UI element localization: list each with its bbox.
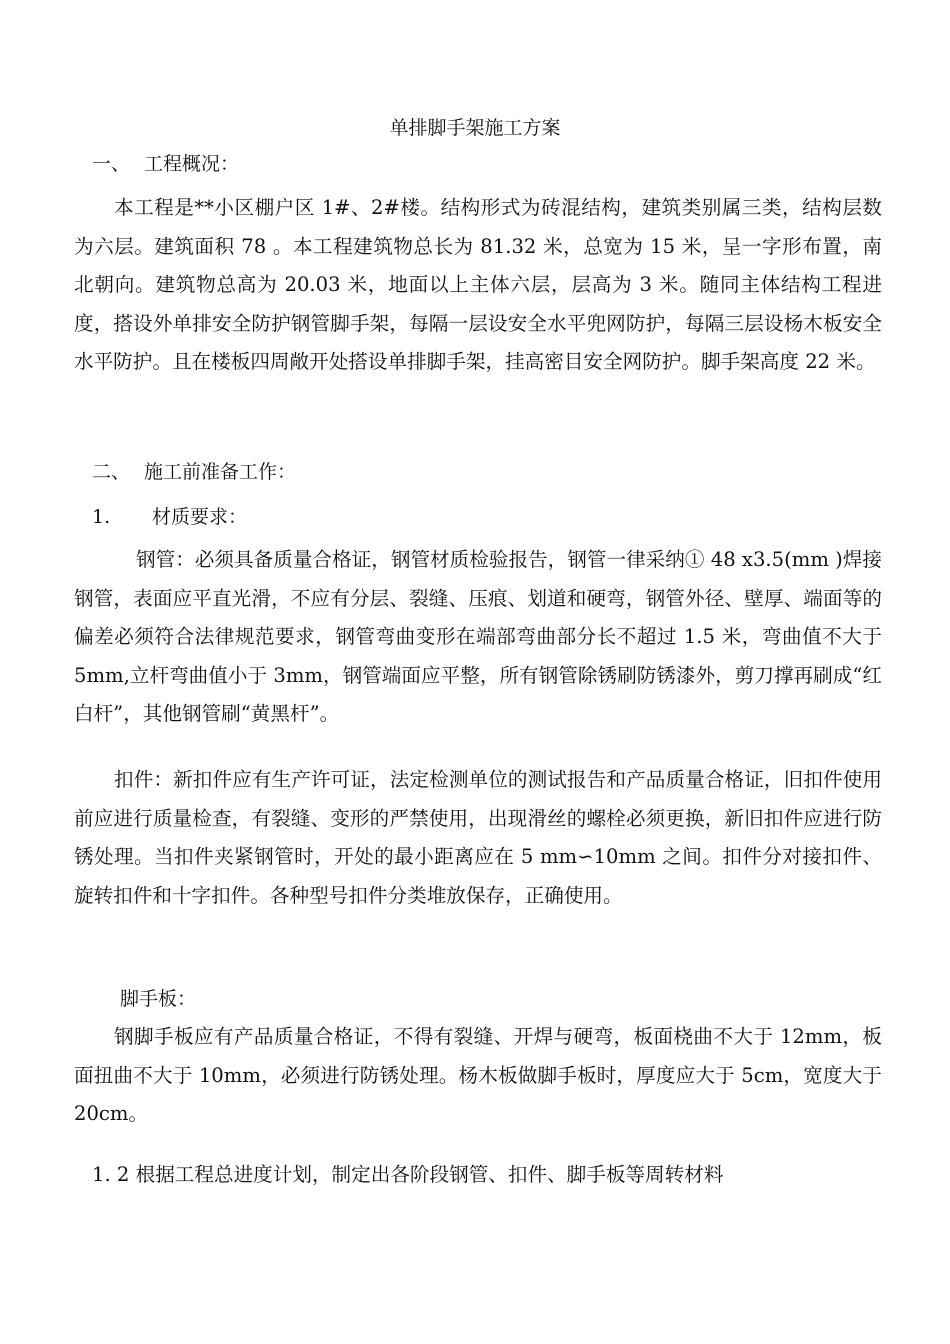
sub-number: 1. <box>92 506 111 528</box>
steel-pipe-paragraph: 钢管：必须具备质量合格证，钢管材质检验报告，钢管一律采纳① 48 x3.5(mm )焊接钢管，表面应平直光滑，不应有分层、裂缝、压痕、划道和硬弯，钢管外径、壁厚、端面等的偏差必须符合法律规范要求，钢管弯曲变形在端部弯曲部分长不超过 1.5 米，弯曲值不大于 5mm,立杆弯曲值小于 3mm，钢管端面应平整，所有钢管除锈刷防锈漆外，剪刀撑再刷成“红白杆”，其他钢管刷“黄黑杆”。 <box>74 548 882 726</box>
section-heading-preparation <box>92 458 296 486</box>
section-number: 一、 <box>92 153 131 175</box>
document-title: 单排脚手架施工方案 <box>389 117 561 139</box>
scaffold-board-label: 脚手板： <box>120 988 197 1010</box>
subheading-material <box>92 503 247 531</box>
section-number: 二、 <box>92 461 131 483</box>
fastener-paragraph: 扣件：新扣件应有生产许可证，法定检测单位的测试报告和产品质量合格证，旧扣件使用前应进行质量检查，有裂缝、变形的严禁使用，出现滑丝的螺栓必须更换，新旧扣件应进行防锈处理。当扣件夹紧钢管时，开处的最小距离应在 5 mm∽10mm 之间。扣件分对接扣件、旋转扣件和十字扣件。各种型号扣件分类堆放保存，正确使用。 <box>74 768 882 907</box>
sub-title: 材质要求： <box>152 506 248 528</box>
section-title: 施工前准备工作： <box>144 461 297 483</box>
section-title: 工程概况： <box>144 153 240 175</box>
section-heading-overview <box>92 150 239 178</box>
item-1-2-line: 1. 2 根据工程总进度计划，制定出各阶段钢管、扣件、脚手板等周转材料 <box>92 1163 724 1186</box>
overview-paragraph: 本工程是**小区棚户区 1#、2#楼。结构形式为砖混结构，建筑类别属三类，结构层数为六层。建筑面积 78 。本工程建筑物总长为 81.32 米，总宽为 15 米，呈一字形布置，南北朝向。建筑物总高为 20.03 米，地面以上主体六层，层高为 3 米。随同主体结构工程进度，搭设外单排安全防护钢管脚手架，每隔一层设安全水平兜网防护，每隔三层设杨木板安全水平防护。且在楼板四周敞开处搭设单排脚手架，挂高密目安全网防护。脚手架高度 22 米。 <box>74 196 882 374</box>
scaffold-board-paragraph: 钢脚手板应有产品质量合格证，不得有裂缝、开焊与硬弯，板面桡曲不大于 12mm，板面扭曲不大于 10mm，必须进行防锈处理。杨木板做脚手板时，厚度应大于 5cm，宽度大于 20cm。 <box>74 1025 882 1126</box>
